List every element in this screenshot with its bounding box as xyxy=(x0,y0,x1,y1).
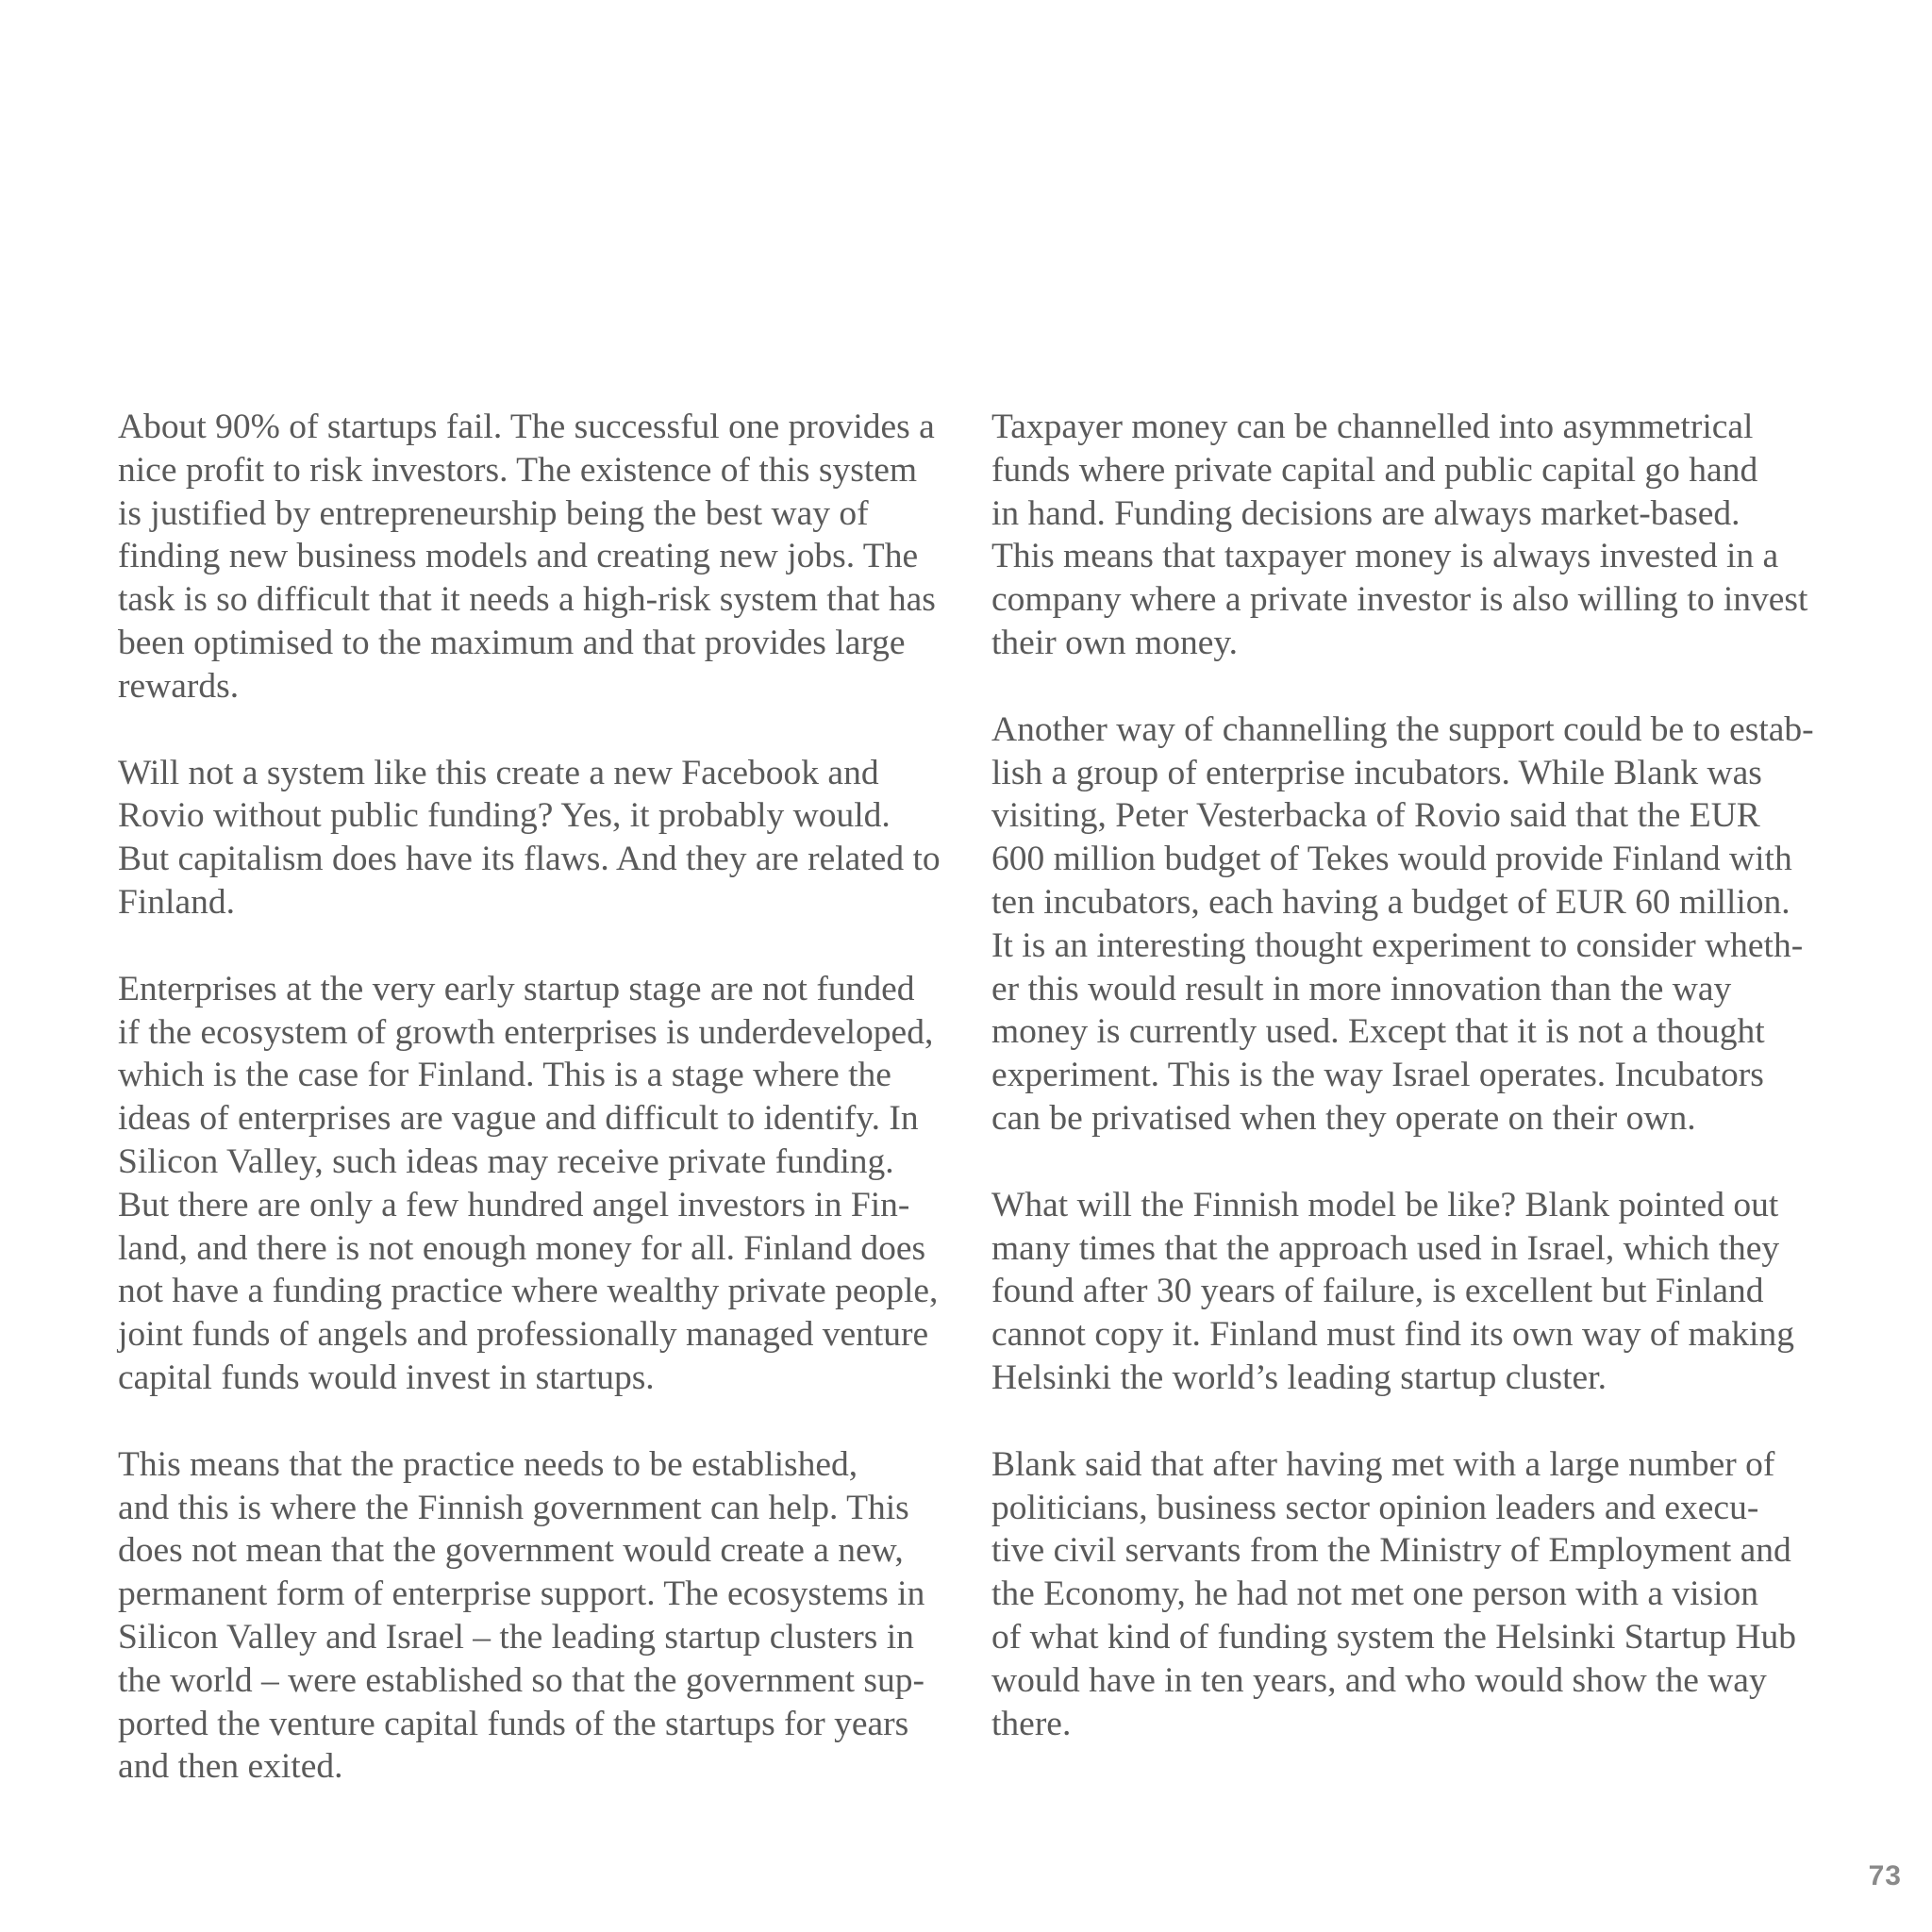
text-line: permanent form of enterprise support. The ecosystems in xyxy=(118,1574,925,1614)
paragraph xyxy=(118,968,967,1400)
text-line: and then exited. xyxy=(118,1747,343,1787)
text-line: lish a group of enterprise incubators. While Blank was xyxy=(991,753,1762,792)
left-text-column xyxy=(118,406,967,1832)
text-line: the Economy, he had not met one person with a vision xyxy=(991,1574,1759,1614)
text-line: the world – were established so that the government sup- xyxy=(118,1660,924,1700)
text-line: er this would result in more innovation than the way xyxy=(991,969,1732,1008)
text-line: ten incubators, each having a budget of EUR 60 million. xyxy=(991,882,1790,922)
text-line: Finland. xyxy=(118,882,235,922)
text-line: Will not a system like this create a new Facebook and xyxy=(118,753,879,792)
text-line: Blank said that after having met with a large number of xyxy=(991,1444,1775,1484)
text-line: found after 30 years of failure, is excellent but Finland xyxy=(991,1272,1764,1311)
text-line: Rovio without public funding? Yes, it probably would. xyxy=(118,796,891,836)
text-line: About 90% of startups fail. The successful one provides a xyxy=(118,408,935,446)
text-line: if the ecosystem of growth enterprises is underdeveloped, xyxy=(118,1012,934,1052)
text-line: capital funds would invest in startups. xyxy=(118,1357,655,1397)
text-line: land, and there is not enough money for all. Finland does xyxy=(118,1228,926,1268)
paragraph xyxy=(991,1184,1840,1400)
right-text-column xyxy=(991,406,1840,1789)
text-line: tive civil servants from the Ministry of Employment and xyxy=(991,1531,1791,1571)
text-line: been optimised to the maximum and that provides large xyxy=(118,623,906,662)
text-line: This means that taxpayer money is always invested in a xyxy=(991,537,1779,576)
page-number: 73 xyxy=(1868,1860,1902,1891)
text-line: and this is where the Finnish government can help. This xyxy=(118,1488,909,1527)
text-line: does not mean that the government would create a new, xyxy=(118,1531,904,1571)
text-line: nice profit to risk investors. The existence of this system xyxy=(118,450,918,490)
paragraph xyxy=(991,1443,1840,1746)
text-line: 600 million budget of Tekes would provide Finland with xyxy=(991,840,1792,879)
paragraph xyxy=(991,708,1840,1141)
text-line: Another way of channelling the support could be to estab- xyxy=(991,709,1814,749)
text-line: What will the Finnish model be like? Blank pointed out xyxy=(991,1185,1779,1224)
text-line: Helsinki the world’s leading startup cluster. xyxy=(991,1357,1607,1397)
text-line: experiment. This is the way Israel operates. Incubators xyxy=(991,1056,1764,1095)
paragraph xyxy=(118,406,967,708)
text-line: This means that the practice needs to be established, xyxy=(118,1444,858,1484)
paragraph xyxy=(118,752,967,924)
text-line: task is so difficult that it needs a high-risk system that has xyxy=(118,580,936,620)
text-line: finding new business models and creating new jobs. The xyxy=(118,537,919,576)
text-line: funds where private capital and public capital go hand xyxy=(991,450,1758,490)
text-line: Taxpayer money can be channelled into asymmetrical xyxy=(991,408,1754,446)
text-line: is justified by entrepreneurship being the best way of xyxy=(118,493,869,533)
text-line: many times that the approach used in Israel, which they xyxy=(991,1228,1780,1268)
text-line: can be privatised when they operate on their own. xyxy=(991,1098,1696,1138)
text-line: would have in ten years, and who would show the way xyxy=(991,1660,1767,1700)
text-line: which is the case for Finland. This is a stage where the xyxy=(118,1056,891,1095)
paragraph xyxy=(991,406,1840,665)
text-line: company where a private investor is also willing to invest xyxy=(991,580,1808,620)
text-line: ported the venture capital funds of the startups for years xyxy=(118,1704,909,1743)
paragraph xyxy=(118,1443,967,1789)
text-line: But there are only a few hundred angel investors in Fin- xyxy=(118,1185,910,1224)
text-line: Silicon Valley, such ideas may receive private funding. xyxy=(118,1141,894,1181)
text-line: Silicon Valley and Israel – the leading startup clusters in xyxy=(118,1617,914,1657)
text-line: joint funds of angels and professionally managed venture xyxy=(118,1315,929,1355)
text-line: But capitalism does have its flaws. And they are related to xyxy=(118,840,941,879)
text-line: of what kind of funding system the Helsinki Startup Hub xyxy=(991,1617,1797,1657)
text-line: money is currently used. Except that it is not a thought xyxy=(991,1012,1765,1052)
text-line: in hand. Funding decisions are always market-based. xyxy=(991,493,1740,533)
text-line: politicians, business sector opinion leaders and execu- xyxy=(991,1488,1759,1527)
text-line: rewards. xyxy=(118,666,240,706)
text-line: cannot copy it. Finland must find its own way of making xyxy=(991,1315,1794,1355)
text-line: visiting, Peter Vesterbacka of Rovio said that the EUR xyxy=(991,796,1760,836)
text-line: It is an interesting thought experiment to consider wheth- xyxy=(991,925,1804,965)
text-line: Enterprises at the very early startup stage are not funded xyxy=(118,969,915,1008)
text-line: ideas of enterprises are vague and difficult to identify. In xyxy=(118,1099,919,1139)
text-line: their own money. xyxy=(991,623,1239,662)
text-line: not have a funding practice where wealthy private people, xyxy=(118,1272,939,1311)
text-line: there. xyxy=(991,1704,1072,1743)
